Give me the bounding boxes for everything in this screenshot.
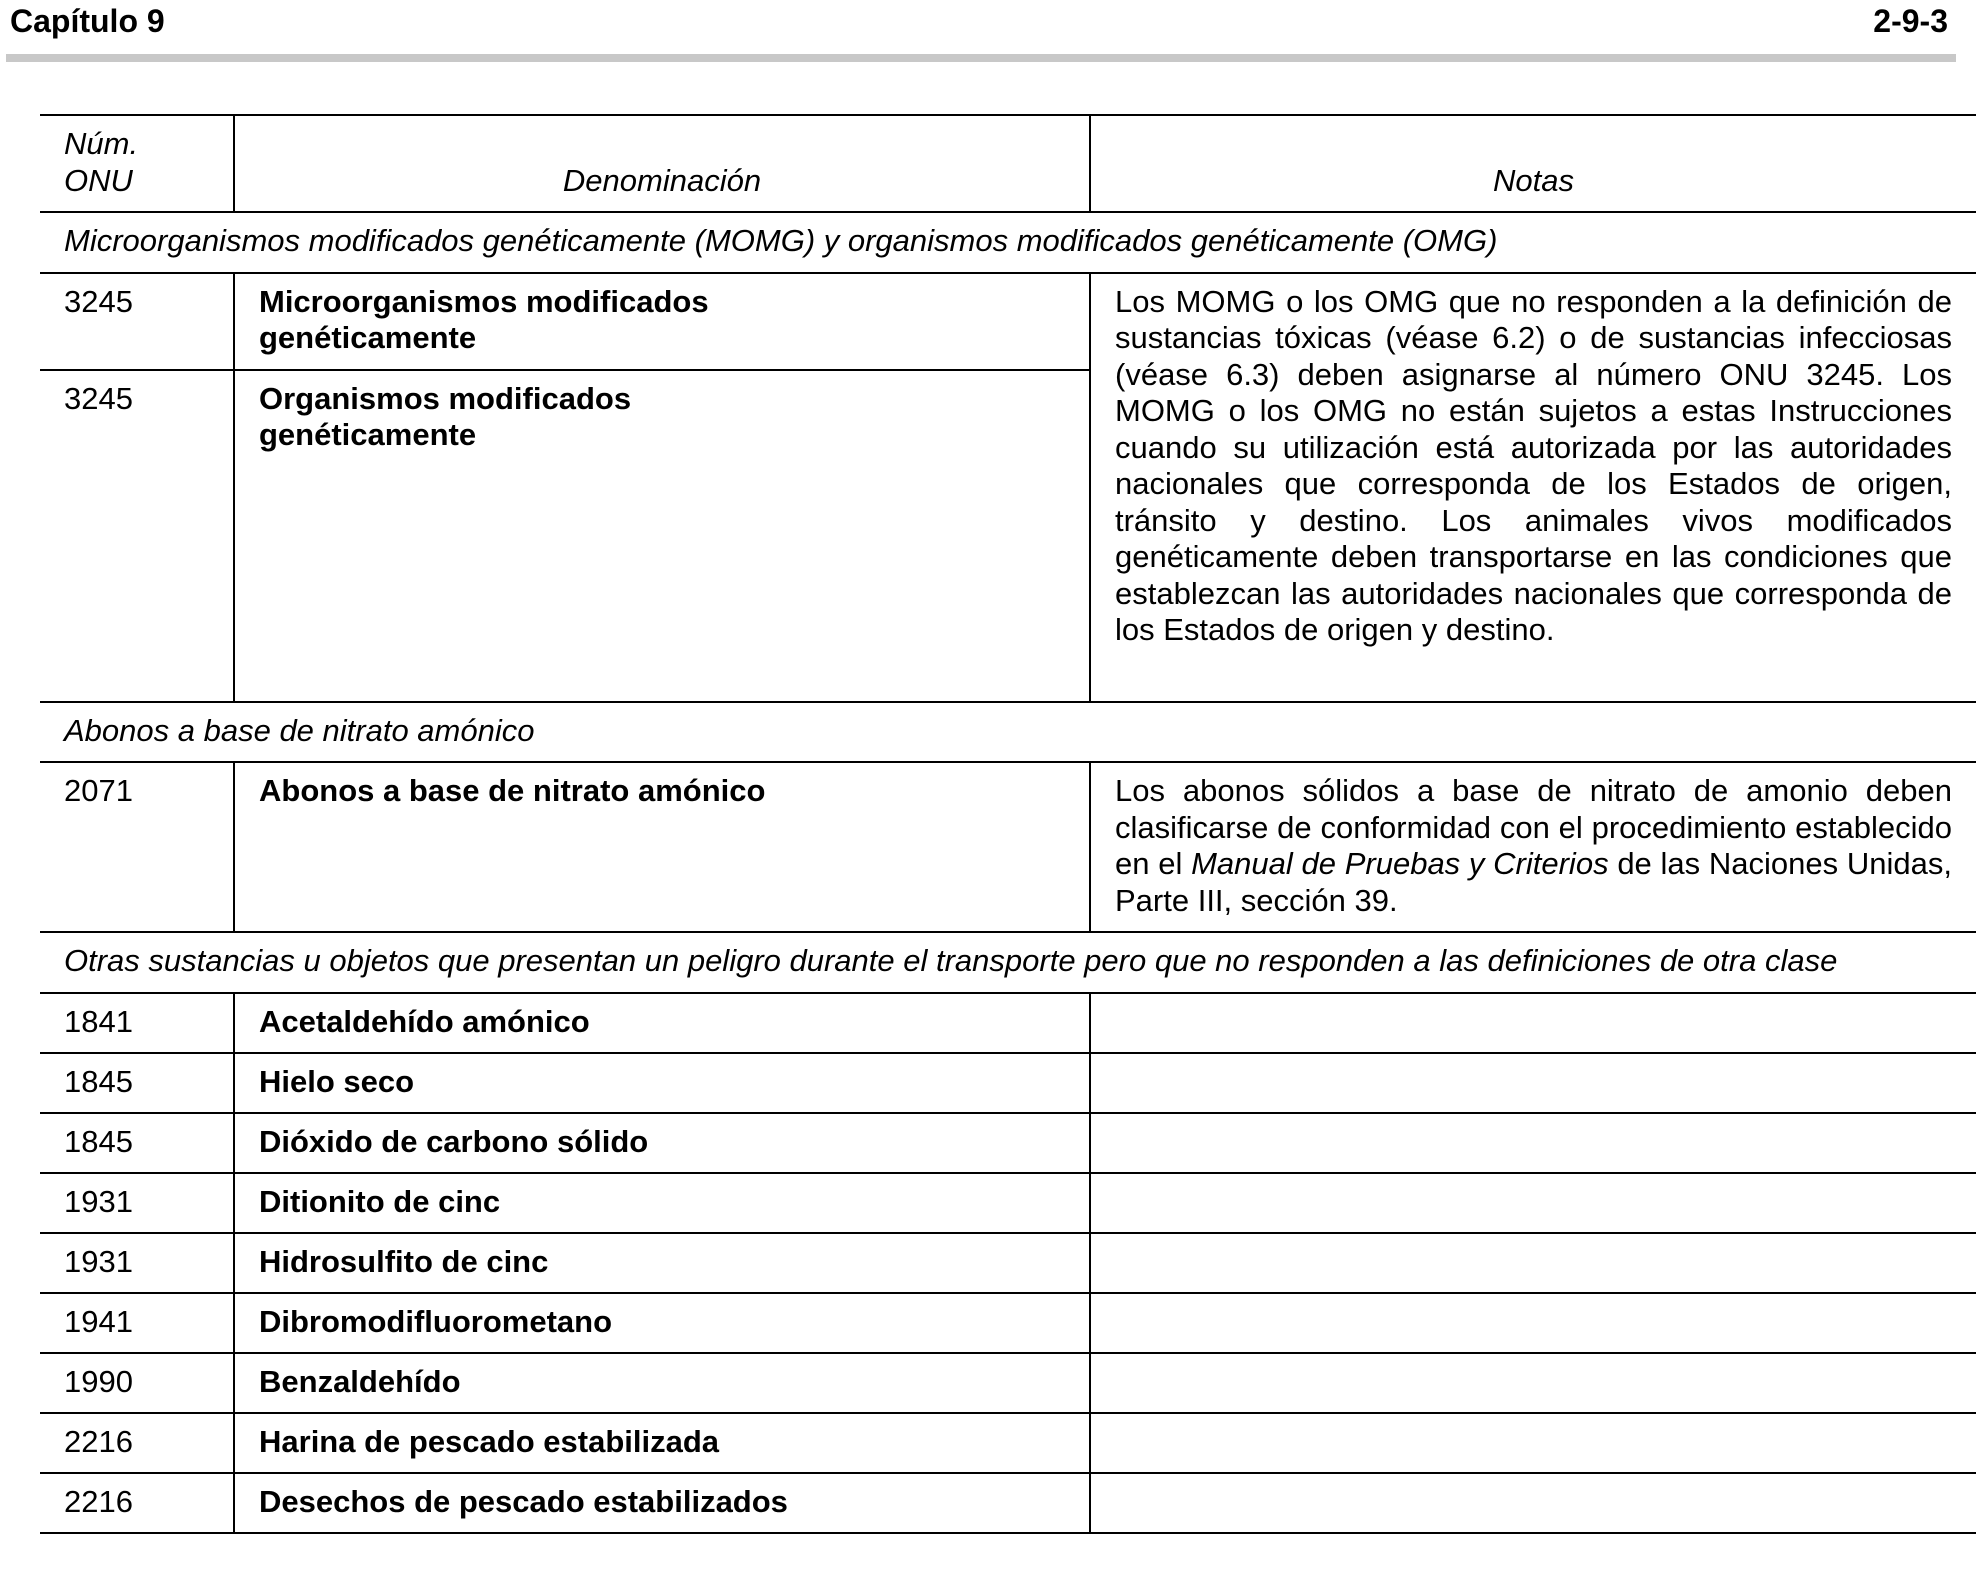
row-name: Ditionito de cinc xyxy=(234,1173,1090,1233)
row-notes xyxy=(1090,1113,1976,1173)
table-row xyxy=(40,762,1976,932)
table-row xyxy=(40,993,1976,1053)
chapter-title: Capítulo 9 xyxy=(10,3,165,39)
table-row xyxy=(40,273,1976,370)
table-row xyxy=(40,1353,1976,1413)
section-title-momg: Microorganismos modificados genéticamente (MOMG) y organismos modificados genéticamente (OMG) xyxy=(40,212,1976,273)
row-name-line1: Microorganismos modificados xyxy=(259,283,709,319)
row-name: Hielo seco xyxy=(234,1053,1090,1113)
table-row xyxy=(40,1053,1976,1113)
row-name: Dibromodifluorometano xyxy=(234,1293,1090,1353)
col-header-num xyxy=(40,115,234,212)
table-row xyxy=(40,1473,1976,1533)
notes-momg: Los MOMG o los OMG que no responden a la definición de sustancias tóxicas (véase 6.2) o de sustancias infecciosas (véase 6.3) deben asignarse al número ONU 3245. Los MOMG o los OMG no están sujetos a estas Instrucciones cuando su utilización está autorizada por las autoridades nacionales que corresponda de los Estados de origen, tránsito y destino. Los animales vivos modificados genéticamente deben transportarse en las condiciones que establezcan las autoridades nacionales que corresponda de los Estados de origen y destino. xyxy=(1090,273,1976,702)
row-num: 1931 xyxy=(40,1233,234,1293)
col-header-denominacion: Denominación xyxy=(234,115,1090,212)
section-row-otras xyxy=(40,932,1976,993)
row-name: Abonos a base de nitrato amónico xyxy=(234,762,1090,932)
row-notes xyxy=(1090,1233,1976,1293)
header-rule xyxy=(6,54,1956,62)
row-name: Acetaldehído amónico xyxy=(234,993,1090,1053)
row-notes xyxy=(1090,1473,1976,1533)
row-num: 1941 xyxy=(40,1293,234,1353)
row-name xyxy=(234,273,1090,370)
row-num: 1931 xyxy=(40,1173,234,1233)
page-header xyxy=(10,0,1968,38)
section-row-momg xyxy=(40,212,1976,273)
notes-abonos xyxy=(1090,762,1976,932)
table-header-row xyxy=(40,115,1976,212)
section-row-abonos xyxy=(40,702,1976,763)
row-num: 3245 xyxy=(40,370,234,702)
row-name: Desechos de pescado estabilizados xyxy=(234,1473,1090,1533)
page-number: 2-9-3 xyxy=(1873,3,1948,39)
row-num: 1845 xyxy=(40,1113,234,1173)
col-header-notas: Notas xyxy=(1090,115,1976,212)
row-name-line2: genéticamente xyxy=(259,320,477,355)
table-row xyxy=(40,1113,1976,1173)
row-notes xyxy=(1090,1293,1976,1353)
row-num: 2216 xyxy=(40,1473,234,1533)
col-header-num-line1: Núm. xyxy=(64,126,139,161)
row-name xyxy=(234,370,1090,702)
row-name-line2: genéticamente xyxy=(259,417,477,452)
table-row xyxy=(40,1173,1976,1233)
row-notes xyxy=(1090,993,1976,1053)
row-num: 2216 xyxy=(40,1413,234,1473)
row-num: 3245 xyxy=(40,273,234,370)
row-notes xyxy=(1090,1053,1976,1113)
dangerous-goods-table xyxy=(40,114,1976,1534)
row-num: 1990 xyxy=(40,1353,234,1413)
row-notes xyxy=(1090,1353,1976,1413)
section-title-otras: Otras sustancias u objetos que presentan un peligro durante el transporte pero que no responden a las definiciones de otra clase xyxy=(40,932,1976,993)
row-name: Dióxido de carbono sólido xyxy=(234,1113,1090,1173)
table-row xyxy=(40,1293,1976,1353)
notes-abonos-part1: Los abonos sólidos a base de nitrato de amonio deben clasificarse de conformidad con el procedimiento establecido en el xyxy=(1115,773,1952,881)
col-header-num-line2: ONU xyxy=(64,162,133,198)
table-row xyxy=(40,1233,1976,1293)
row-notes xyxy=(1090,1173,1976,1233)
row-name-line1: Organismos modificados xyxy=(259,380,632,416)
notes-abonos-part2: de las Naciones Unidas, Parte III, sección 39. xyxy=(1115,846,1952,918)
row-name: Benzaldehído xyxy=(234,1353,1090,1413)
row-name: Harina de pescado estabilizada xyxy=(234,1413,1090,1473)
row-num: 2071 xyxy=(40,762,234,932)
row-num: 1841 xyxy=(40,993,234,1053)
row-name: Hidrosulfito de cinc xyxy=(234,1233,1090,1293)
row-num: 1845 xyxy=(40,1053,234,1113)
notes-abonos-manual: Manual de Pruebas y Criterios xyxy=(1191,846,1609,881)
section-title-abonos: Abonos a base de nitrato amónico xyxy=(40,702,1976,763)
table-row xyxy=(40,1413,1976,1473)
row-notes xyxy=(1090,1413,1976,1473)
